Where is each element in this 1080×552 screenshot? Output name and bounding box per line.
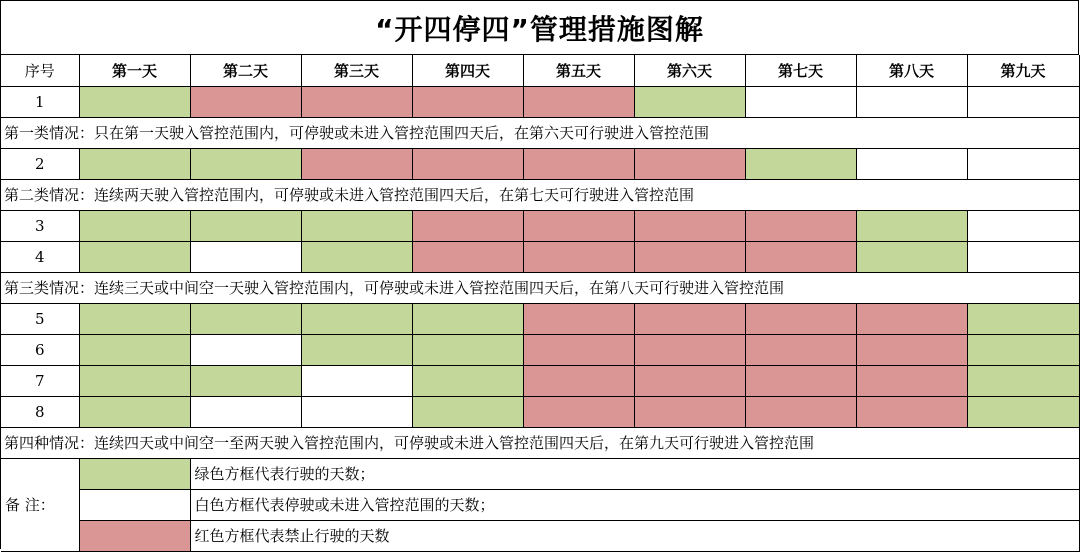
table-row — [1, 210, 1079, 241]
day-header: 第七天 — [745, 55, 856, 86]
legend-swatch-green — [79, 458, 190, 489]
day-cell-drive — [412, 334, 523, 365]
day-cell-idle — [190, 241, 301, 272]
day-cell-idle — [856, 148, 967, 179]
day-cell-drive — [79, 334, 190, 365]
day-cell-banned — [634, 241, 745, 272]
day-cell-idle — [301, 396, 412, 427]
day-cell-banned — [745, 303, 856, 334]
case-note-row — [1, 179, 1079, 210]
day-header: 第六天 — [634, 55, 745, 86]
day-cell-idle — [967, 86, 1079, 117]
day-cell-drive — [301, 334, 412, 365]
day-cell-idle — [967, 241, 1079, 272]
table-row — [1, 241, 1079, 272]
day-cell-idle — [745, 86, 856, 117]
legend-row — [1, 489, 1079, 520]
day-header: 第八天 — [856, 55, 967, 86]
day-cell-drive — [412, 303, 523, 334]
legend-row — [1, 520, 1079, 551]
page-title: “开四停四”管理措施图解 — [1, 1, 1079, 55]
day-cell-drive — [190, 303, 301, 334]
day-cell-drive — [79, 210, 190, 241]
day-cell-banned — [301, 148, 412, 179]
legend-swatch-white — [79, 489, 190, 520]
day-header: 第四天 — [412, 55, 523, 86]
day-cell-drive — [79, 303, 190, 334]
day-cell-drive — [856, 241, 967, 272]
day-cell-banned — [634, 210, 745, 241]
day-cell-drive — [79, 396, 190, 427]
legend-row — [1, 458, 1079, 489]
table-row — [1, 86, 1079, 117]
table-row — [1, 148, 1079, 179]
day-cell-idle — [856, 86, 967, 117]
row-index: 4 — [1, 241, 79, 272]
day-header: 第五天 — [523, 55, 634, 86]
row-index: 6 — [1, 334, 79, 365]
table-row — [1, 396, 1079, 427]
case-note: 第四种情况：连续四天或中间空一至两天驶入管控范围内，可停驶或未进入管控范围四天后，在第九天可行驶进入管控范围 — [1, 427, 1079, 458]
case-note: 第三类情况：连续三天或中间空一天驶入管控范围内，可停驶或未进入管控范围四天后，在第八天可行驶进入管控范围 — [1, 272, 1079, 303]
day-cell-banned — [745, 365, 856, 396]
day-cell-banned — [856, 334, 967, 365]
day-cell-banned — [634, 148, 745, 179]
day-cell-banned — [745, 334, 856, 365]
day-cell-banned — [523, 241, 634, 272]
day-cell-drive — [79, 86, 190, 117]
day-cell-banned — [412, 148, 523, 179]
day-cell-banned — [523, 334, 634, 365]
day-cell-banned — [523, 210, 634, 241]
day-header: 第一天 — [79, 55, 190, 86]
case-note-row — [1, 427, 1079, 458]
day-cell-banned — [523, 396, 634, 427]
table-row — [1, 365, 1079, 396]
day-cell-banned — [634, 334, 745, 365]
row-index: 3 — [1, 210, 79, 241]
row-index: 7 — [1, 365, 79, 396]
day-cell-banned — [412, 86, 523, 117]
day-cell-banned — [634, 396, 745, 427]
day-cell-drive — [79, 241, 190, 272]
legend-text: 红色方框代表禁止行驶的天数 — [190, 520, 1079, 551]
day-cell-banned — [523, 303, 634, 334]
legend-text: 绿色方框代表行驶的天数； — [190, 458, 1079, 489]
day-cell-drive — [190, 148, 301, 179]
row-index: 5 — [1, 303, 79, 334]
day-cell-drive — [967, 303, 1079, 334]
table-row — [1, 334, 1079, 365]
day-cell-banned — [745, 210, 856, 241]
case-note: 第一类情况：只在第一天驶入管控范围内，可停驶或未进入管控范围四天后，在第六天可行驶进入管控范围 — [1, 117, 1079, 148]
legend-swatch-red — [79, 520, 190, 551]
day-cell-banned — [523, 86, 634, 117]
day-cell-drive — [301, 241, 412, 272]
index-header: 序号 — [1, 55, 79, 86]
day-header: 第三天 — [301, 55, 412, 86]
day-cell-drive — [967, 365, 1079, 396]
day-cell-banned — [856, 396, 967, 427]
day-cell-drive — [634, 86, 745, 117]
day-cell-idle — [301, 365, 412, 396]
day-cell-banned — [412, 241, 523, 272]
day-header: 第九天 — [967, 55, 1079, 86]
day-cell-banned — [190, 86, 301, 117]
day-cell-idle — [190, 334, 301, 365]
legend-label: 备 注： — [1, 458, 79, 551]
day-cell-idle — [967, 148, 1079, 179]
day-cell-banned — [301, 86, 412, 117]
day-cell-drive — [79, 365, 190, 396]
case-note-row — [1, 272, 1079, 303]
day-cell-drive — [745, 148, 856, 179]
day-cell-banned — [745, 396, 856, 427]
day-cell-banned — [856, 303, 967, 334]
day-cell-drive — [190, 365, 301, 396]
day-cell-drive — [856, 210, 967, 241]
row-index: 2 — [1, 148, 79, 179]
day-cell-drive — [301, 210, 412, 241]
day-cell-drive — [79, 148, 190, 179]
table-row — [1, 303, 1079, 334]
row-index: 8 — [1, 396, 79, 427]
day-cell-banned — [412, 210, 523, 241]
day-cell-banned — [634, 303, 745, 334]
day-cell-drive — [967, 396, 1079, 427]
schedule-table — [1, 55, 1080, 552]
case-note: 第二类情况：连续两天驶入管控范围内，可停驶或未进入管控范围四天后，在第七天可行驶进入管控范围 — [1, 179, 1079, 210]
row-index: 1 — [1, 86, 79, 117]
day-header: 第二天 — [190, 55, 301, 86]
day-cell-banned — [523, 365, 634, 396]
day-cell-drive — [190, 210, 301, 241]
day-cell-idle — [190, 396, 301, 427]
legend-text: 白色方框代表停驶或未进入管控范围的天数； — [190, 489, 1079, 520]
day-cell-banned — [634, 365, 745, 396]
day-cell-drive — [412, 365, 523, 396]
case-note-row — [1, 117, 1079, 148]
day-cell-idle — [967, 210, 1079, 241]
day-cell-drive — [967, 334, 1079, 365]
day-cell-banned — [745, 241, 856, 272]
day-cell-drive — [412, 396, 523, 427]
header-row — [1, 55, 1079, 86]
day-cell-drive — [301, 303, 412, 334]
day-cell-banned — [523, 148, 634, 179]
day-cell-banned — [856, 365, 967, 396]
